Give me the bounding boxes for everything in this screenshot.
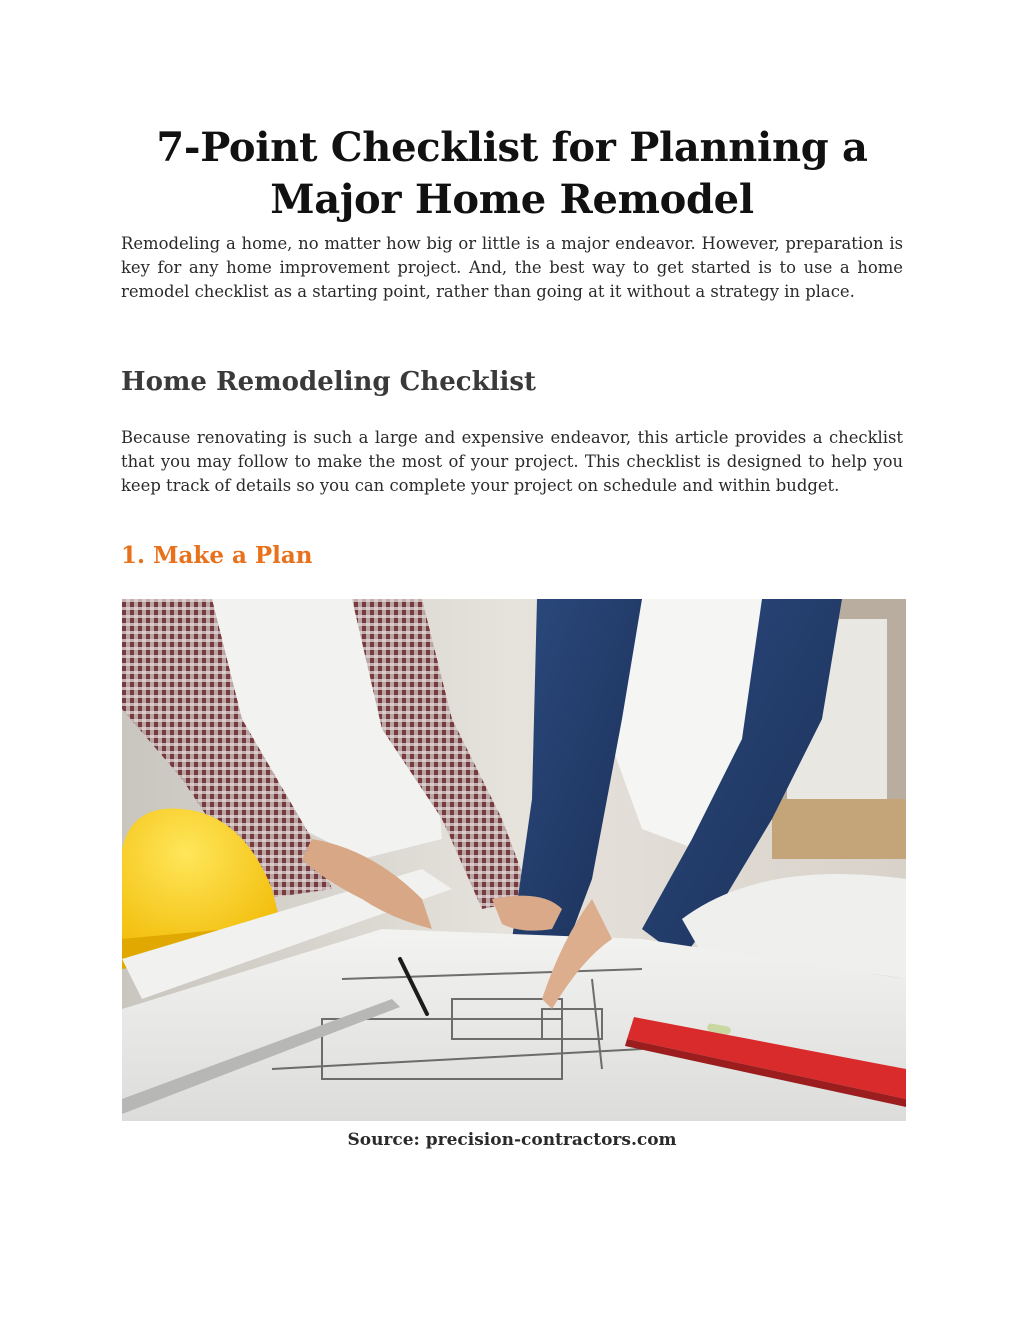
section-paragraph: Because renovating is such a large and expensive endeavor, this article provides a checklist that you may follow to make the most of your project. This checklist is designed to help you keep track of details so you can complete your project on schedule and within budget. — [121, 428, 903, 495]
article-title: 7-Point Checklist for Planning a Major Home Remodel — [156, 124, 868, 223]
section-heading: Home Remodeling Checklist — [121, 367, 537, 397]
step-1-heading: 1. Make a Plan — [121, 542, 313, 569]
blueprint-photo — [122, 599, 906, 1121]
image-caption: Source: precision-contractors.com — [347, 1130, 677, 1150]
intro-paragraph: Remodeling a home, no matter how big or little is a major endeavor. However, preparation is key for any home improvement project. And, the best way to get started is to use a home remodel checklist as a starting point, rather than going at it without a strategy in place. — [121, 234, 903, 301]
